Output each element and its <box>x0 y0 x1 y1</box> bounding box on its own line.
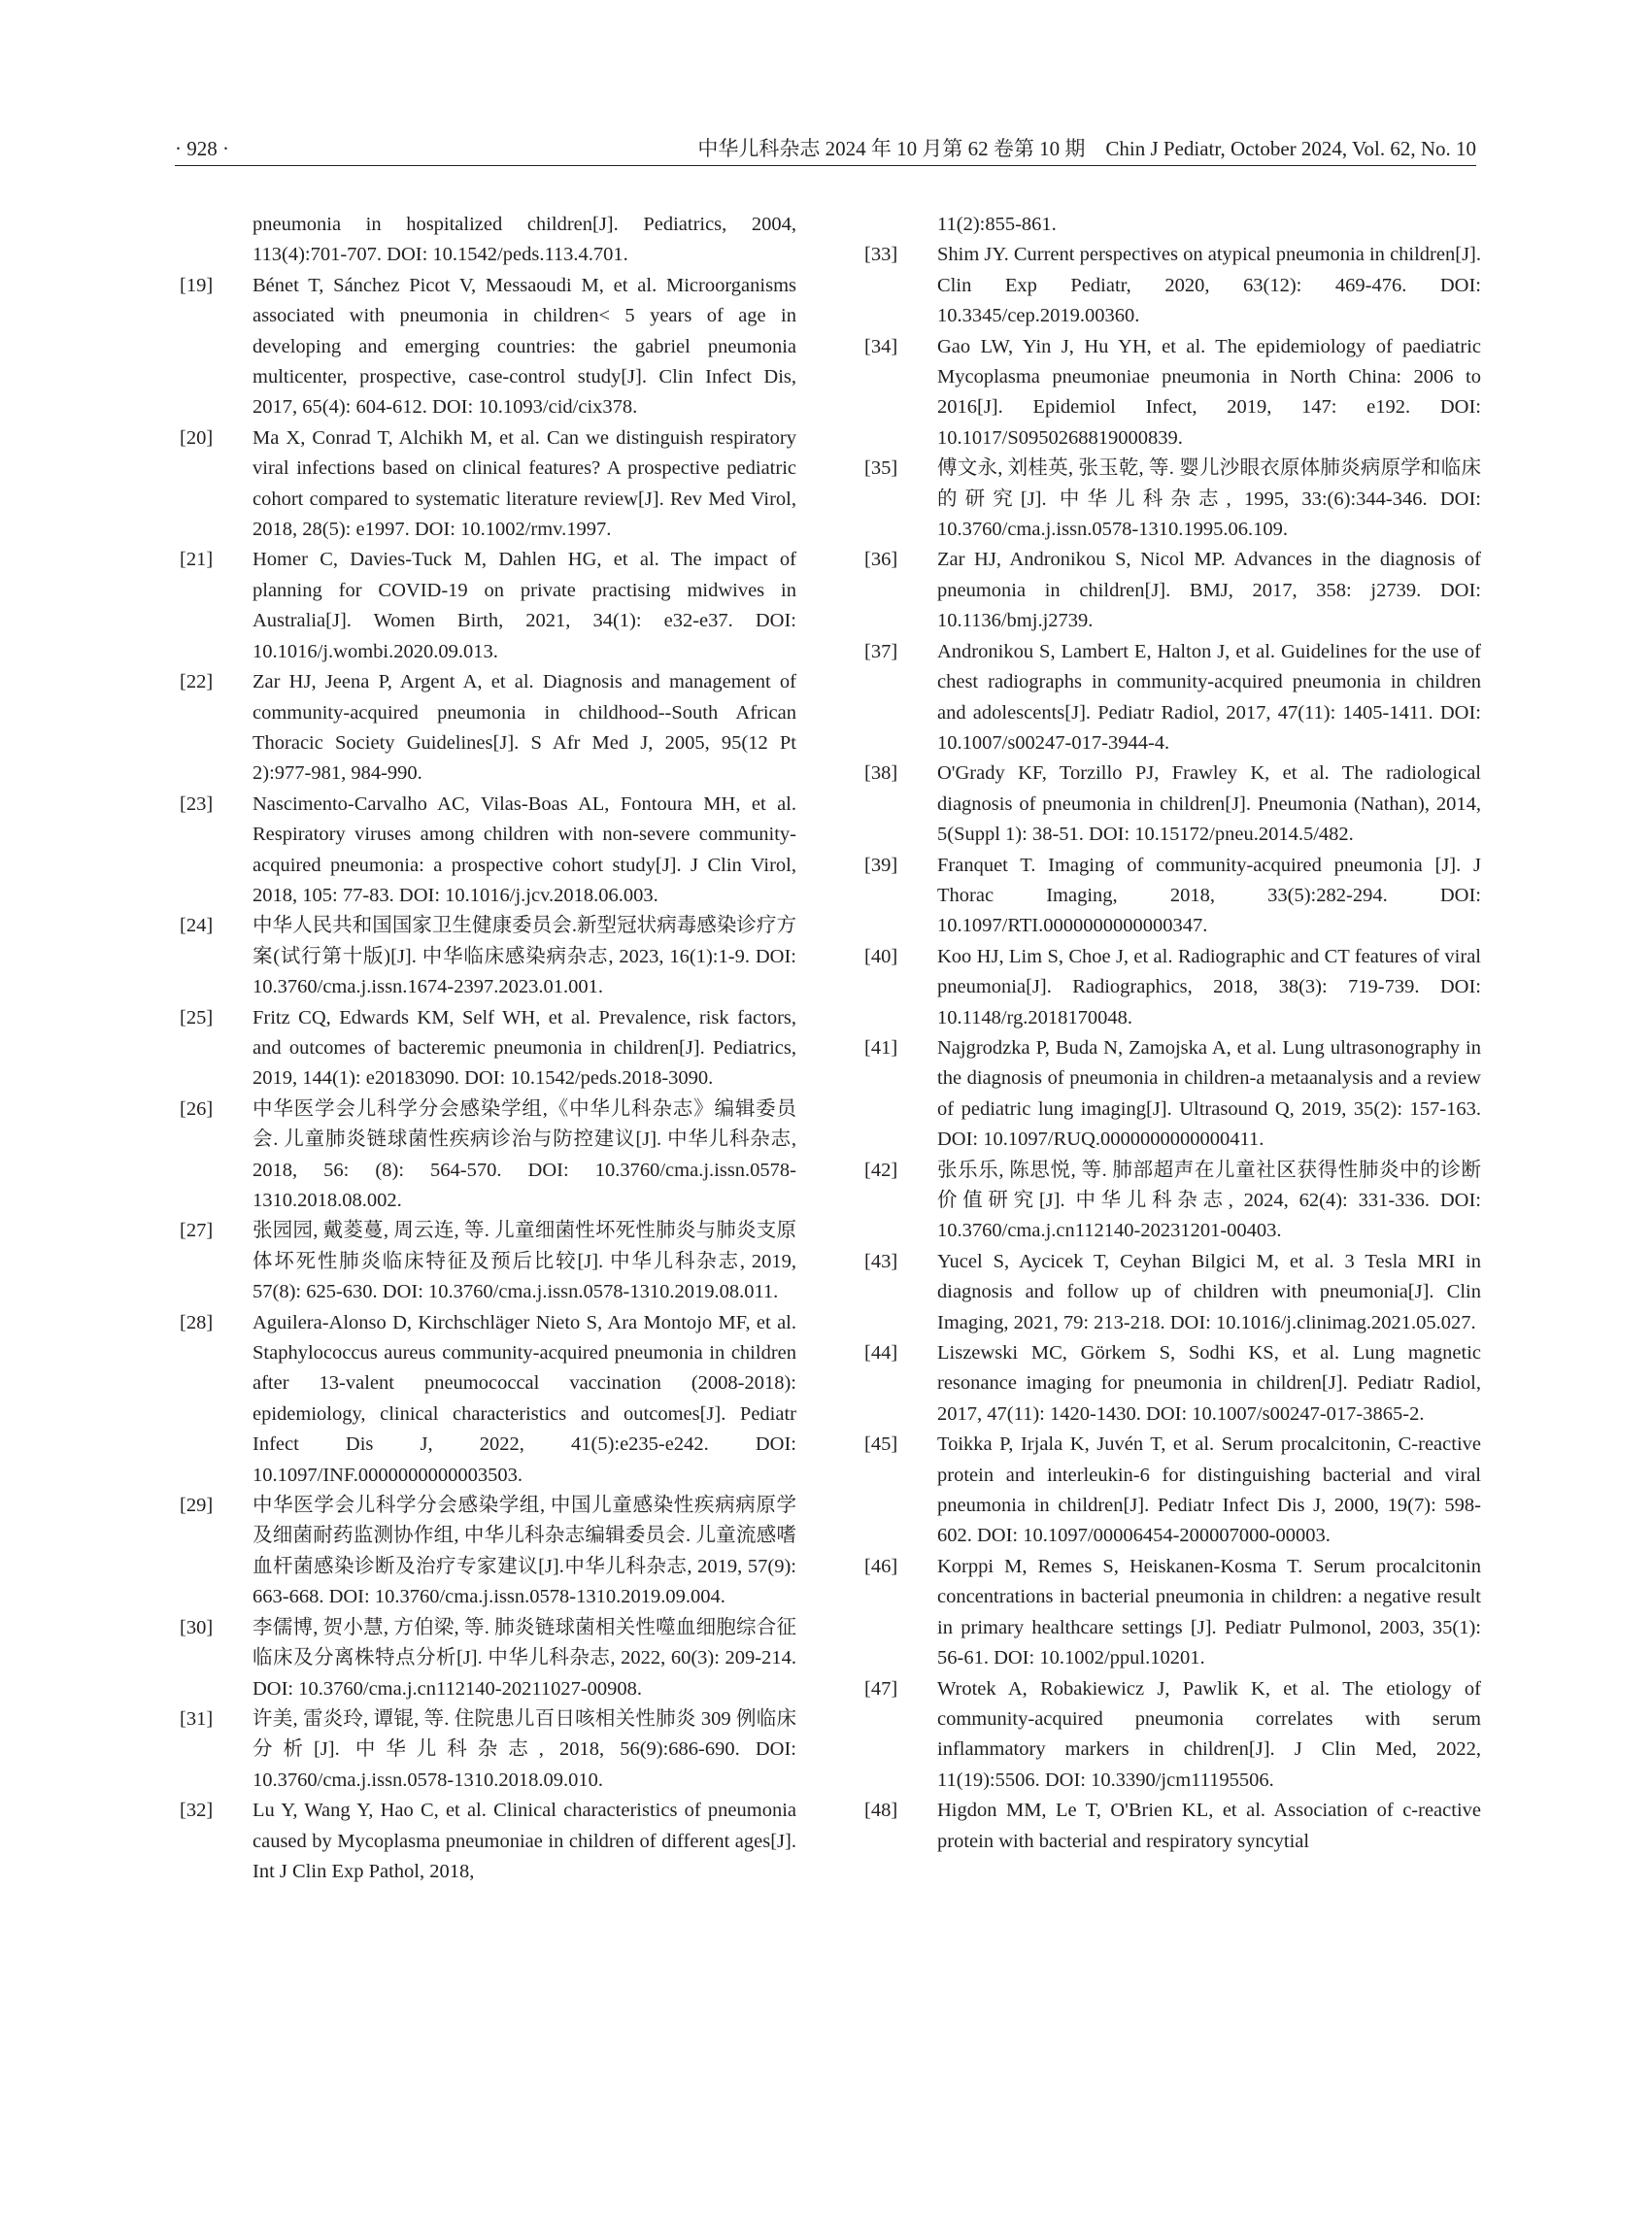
reference-text: 许美, 雷炎玲, 谭锟, 等. 住院患儿百日咳相关性肺炎 309 例临床分析[J]. 中华儿科杂志, 2018, 56(9):686-690. DOI: 10.3760/cma.j.issn.0578-1310.2018.09.010. <box>253 1707 796 1791</box>
reference-text: Shim JY. Current perspectives on atypical pneumonia in children[J]. Clin Exp Pediatr, 2020, 63(12): 469-476. DOI: 10.3345/cep.2019.00360. <box>937 244 1481 327</box>
reference-text: Lu Y, Wang Y, Hao C, et al. Clinical characteristics of pneumonia caused by Mycoplasma pneumoniae in children of different ages[J]. Int J Clin Exp Pathol, 2018, <box>253 1800 796 1882</box>
reference-text: 中华医学会儿科学分会感染学组,《中华儿科杂志》编辑委员会. 儿童肺炎链球菌性疾病诊治与防控建议[J]. 中华儿科杂志, 2018, 56: (8): 564-570. DOI: 10.3760/cma.j.issn.0578-1310.2018.08.002. <box>253 1097 796 1211</box>
reference-entry <box>864 942 1481 1033</box>
reference-text: 11(2):855-861. <box>937 214 1057 235</box>
reference-text: 中华人民共和国国家卫生健康委员会.新型冠状病毒感染诊疗方案(试行第十版)[J]. 中华临床感染病杂志, 2023, 16(1):1-9. DOI: 10.3760/cma.j.issn.1674-2397.2023.01.001. <box>253 915 796 998</box>
reference-number: [30] <box>180 1616 214 1638</box>
reference-entry <box>864 210 1481 240</box>
reference-entry <box>180 1308 796 1491</box>
reference-text: Liszewski MC, Görkem S, Sodhi KS, et al. Lung magnetic resonance imaging for pneumonia in children[J]. Pediatr Radiol, 2017, 47(11): 1420-1430. DOI: 10.1007/s00247-017-3865-2. <box>937 1342 1481 1425</box>
reference-text: Nascimento-Carvalho AC, Vilas-Boas AL, Fontoura MH, et al. Respiratory viruses among children with non-severe community-acquired pneumonia: a prospective cohort study[J]. J Clin Virol, 2018, 105: 77-83. DOI: 10.1016/j.jcv.2018.06.003. <box>253 792 796 906</box>
reference-text: Wrotek A, Robakiewicz J, Pawlik K, et al. The etiology of community-acquired pneumonia correlates with serum inflammatory markers in children[J]. J Clin Med, 2022, 11(19):5506. DOI: 10.3390/jcm11195506. <box>937 1677 1481 1791</box>
reference-number: [48] <box>864 1800 898 1822</box>
reference-number: [29] <box>180 1495 214 1517</box>
reference-entry <box>180 545 796 667</box>
reference-text: Homer C, Davies-Tuck M, Dahlen HG, et al. The impact of planning for COVID-19 on private practising midwives in Australia[J]. Women Birth, 2021, 34(1): e32-e37. DOI: 10.1016/j.wombi.2020.09.013. <box>253 549 796 662</box>
reference-entry <box>864 454 1481 545</box>
reference-number: [19] <box>180 274 214 296</box>
reference-text: 张园园, 戴菱蔓, 周云连, 等. 儿童细菌性坏死性肺炎与肺炎支原体坏死性肺炎临床特征及预后比较[J]. 中华儿科杂志, 2019, 57(8): 625-630. DOI: 10.3760/cma.j.issn.0578-1310.2019.08.011. <box>253 1220 796 1303</box>
reference-entry <box>180 1216 796 1307</box>
reference-entry <box>864 851 1481 942</box>
reference-text: 傅文永, 刘桂英, 张玉乾, 等. 婴儿沙眼衣原体肺炎病原学和临床的研究[J]. 中华儿科杂志, 1995, 33:(6):344-346. DOI: 10.3760/cma.j.issn.0578-1310.1995.06.109. <box>937 457 1481 541</box>
reference-text: Andronikou S, Lambert E, Halton J, et al. Guidelines for the use of chest radiographs in community-acquired pneumonia in children and adolescents[J]. Pediatr Radiol, 2017, 47(11): 1405-1411. DOI: 10.1007/s00247-017-3944-4. <box>937 640 1481 754</box>
reference-entry <box>180 210 796 271</box>
reference-text: Najgrodzka P, Buda N, Zamojska A, et al. Lung ultrasonography in the diagnosis of pneumonia in children-a metaanalysis and a review of pediatric lung imaging[J]. Ultrasound Q, 2019, 35(2): 157-163. DOI: 10.1097/RUQ.0000000000000411. <box>937 1036 1481 1151</box>
reference-number: [39] <box>864 854 898 876</box>
reference-text: Ma X, Conrad T, Alchikh M, et al. Can we distinguish respiratory viral infections based on clinical features? A prospective pediatric cohort compared to systematic literature review[J]. Rev Med Virol, 2018, 28(5): e1997. DOI: 10.1002/rmv.1997. <box>253 426 796 541</box>
reference-text: Gao LW, Yin J, Hu YH, et al. The epidemiology of paediatric Mycoplasma pneumoniae pneumonia in North China: 2006 to 2016[J]. Epidemiol Infect, 2019, 147: e192. DOI: 10.1017/S0950268819000839. <box>937 335 1481 449</box>
reference-entry <box>180 1796 796 1887</box>
reference-entry <box>180 271 796 423</box>
reference-text: Zar HJ, Andronikou S, Nicol MP. Advances in the diagnosis of pneumonia in children[J]. BMJ, 2017, 358: j2739. DOI: 10.1136/bmj.j2739. <box>937 549 1481 632</box>
running-header <box>175 134 1476 163</box>
reference-entry <box>864 759 1481 850</box>
reference-number: [40] <box>864 945 898 967</box>
reference-number: [23] <box>180 792 214 815</box>
reference-number: [43] <box>864 1250 898 1272</box>
reference-number: [41] <box>864 1036 898 1059</box>
reference-text: Bénet T, Sánchez Picot V, Messaoudi M, et al. Microorganisms associated with pneumonia in children< 5 years of age in developing and emerging countries: the gabriel pneumonia multicenter, prospective, case-control study[J]. Clin Infect Dis, 2017, 65(4): 604-612. DOI: 10.1093/cid/cix378. <box>253 274 796 419</box>
reference-column-right <box>864 210 1481 1857</box>
reference-text: 张乐乐, 陈思悦, 等. 肺部超声在儿童社区获得性肺炎中的诊断价值研究[J]. 中华儿科杂志, 2024, 62(4): 331-336. DOI: 10.3760/cma.j.cn112140-20231201-00403. <box>937 1159 1481 1242</box>
reference-entry <box>180 790 796 912</box>
reference-entry <box>864 1033 1481 1156</box>
reference-number: [32] <box>180 1800 214 1822</box>
reference-entry <box>864 545 1481 636</box>
reference-entry <box>180 911 796 1002</box>
reference-number: [31] <box>180 1707 214 1730</box>
reference-entry <box>180 1491 796 1613</box>
reference-number: [24] <box>180 915 214 937</box>
reference-text: pneumonia in hospitalized children[J]. Pediatrics, 2004, 113(4):701-707. DOI: 10.1542/peds.113.4.701. <box>253 214 796 266</box>
reference-number: [22] <box>180 671 214 693</box>
reference-text: Korppi M, Remes S, Heiskanen-Kosma T. Serum procalcitonin concentrations in bacterial pneumonia in children: a negative result in primary healthcare settings [J]. Pediatr Pulmonol, 2003, 35(1): 56-61. DOI: 10.1002/ppul.10201. <box>937 1555 1481 1669</box>
reference-entry <box>864 1338 1481 1430</box>
reference-text: Yucel S, Aycicek T, Ceyhan Bilgici M, et al. 3 Tesla MRI in diagnosis and follow up of children with pneumonia[J]. Clin Imaging, 2021, 79: 213-218. DOI: 10.1016/j.clinimag.2021.05.027. <box>937 1250 1481 1333</box>
reference-text: Toikka P, Irjala K, Juvén T, et al. Serum procalcitonin, C-reactive protein and interleukin-6 for distinguishing bacterial and viral pneumonia in children[J]. Pediatr Infect Dis J, 2000, 19(7): 598-602. DOI: 10.1097/00006454-200007000-00003. <box>937 1433 1481 1547</box>
reference-entry <box>864 637 1481 759</box>
reference-number: [34] <box>864 335 898 357</box>
reference-entry <box>180 667 796 790</box>
reference-text: 李儒博, 贺小慧, 方伯梁, 等. 肺炎链球菌相关性噬血细胞综合征临床及分离株特点分析[J]. 中华儿科杂志, 2022, 60(3): 209-214. DOI: 10.3760/cma.j.cn112140-20211027-00908. <box>253 1616 796 1700</box>
reference-number: [26] <box>180 1097 214 1120</box>
reference-number: [33] <box>864 244 898 266</box>
reference-number: [47] <box>864 1677 898 1700</box>
reference-number: [28] <box>180 1311 214 1333</box>
reference-text: Zar HJ, Jeena P, Argent A, et al. Diagnosis and management of community-acquired pneumonia in childhood--South African Thoracic Society Guidelines[J]. S Afr Med J, 2005, 95(12 Pt 2):977-981, 984-990. <box>253 671 796 785</box>
reference-number: [44] <box>864 1342 898 1365</box>
header-rule <box>175 165 1476 166</box>
reference-number: [35] <box>864 457 898 480</box>
reference-entry <box>864 1247 1481 1338</box>
reference-entry <box>180 1095 796 1217</box>
page-number: · 928 · <box>175 137 229 160</box>
reference-entry <box>864 332 1481 455</box>
reference-entry <box>864 1674 1481 1797</box>
reference-column-left <box>180 210 796 1887</box>
reference-entry <box>180 1003 796 1095</box>
reference-entry <box>864 1156 1481 1247</box>
reference-text: Higdon MM, Le T, O'Brien KL, et al. Association of c-reactive protein with bacterial and respiratory syncytial <box>937 1800 1481 1852</box>
reference-text: Fritz CQ, Edwards KM, Self WH, et al. Prevalence, risk factors, and outcomes of bacteremic pneumonia in children[J]. Pediatrics, 2019, 144(1): e20183090. DOI: 10.1542/peds.2018-3090. <box>253 1006 796 1090</box>
reference-number: [27] <box>180 1220 214 1242</box>
reference-number: [37] <box>864 640 898 662</box>
reference-text: Koo HJ, Lim S, Choe J, et al. Radiographic and CT features of viral pneumonia[J]. Radiographics, 2018, 38(3): 719-739. DOI: 10.1148/rg.2018170048. <box>937 945 1481 1028</box>
reference-number: [25] <box>180 1006 214 1028</box>
reference-text: Franquet T. Imaging of community-acquired pneumonia [J]. J Thorac Imaging, 2018, 33(5):282-294. DOI: 10.1097/RTI.0000000000000347. <box>937 854 1481 937</box>
reference-entry <box>180 423 796 546</box>
reference-number: [36] <box>864 549 898 571</box>
reference-number: [20] <box>180 426 214 449</box>
reference-text: Aguilera-Alonso D, Kirchschläger Nieto S, Ara Montojo MF, et al. Staphylococcus aureus community-acquired pneumonia in children after 13-valent pneumococcal vaccination (2008-2018): epidemiology, clinical characteristics and outcomes[J]. Pediatr Infect Dis J, 2022, 41(5):e235-e242. DOI: 10.1097/INF.0000000000003503. <box>253 1311 796 1486</box>
reference-entry <box>864 240 1481 331</box>
reference-text: O'Grady KF, Torzillo PJ, Frawley K, et al. The radiological diagnosis of pneumonia in children[J]. Pneumonia (Nathan), 2014, 5(Suppl 1): 38-51. DOI: 10.15172/pneu.2014.5/482. <box>937 762 1481 846</box>
reference-number: [21] <box>180 549 214 571</box>
reference-entry <box>180 1704 796 1796</box>
journal-running-title: 中华儿科杂志 2024 年 10 月第 62 卷第 10 期 Chin J Pediatr, October 2024, Vol. 62, No. 10 <box>697 137 1476 160</box>
reference-number: [38] <box>864 762 898 785</box>
reference-entry <box>864 1796 1481 1857</box>
reference-number: [45] <box>864 1433 898 1456</box>
reference-entry <box>864 1552 1481 1674</box>
reference-entry <box>864 1430 1481 1552</box>
reference-number: [42] <box>864 1159 898 1181</box>
reference-entry <box>180 1613 796 1704</box>
reference-text: 中华医学会儿科学分会感染学组, 中国儿童感染性疾病病原学及细菌耐药监测协作组, 中华儿科杂志编辑委员会. 儿童流感嗜血杆菌感染诊断及治疗专家建议[J].中华儿科杂志, 2019, 57(9): 663-668. DOI: 10.3760/cma.j.issn.0578-1310.2019.09.004. <box>253 1495 796 1608</box>
reference-number: [46] <box>864 1555 898 1577</box>
